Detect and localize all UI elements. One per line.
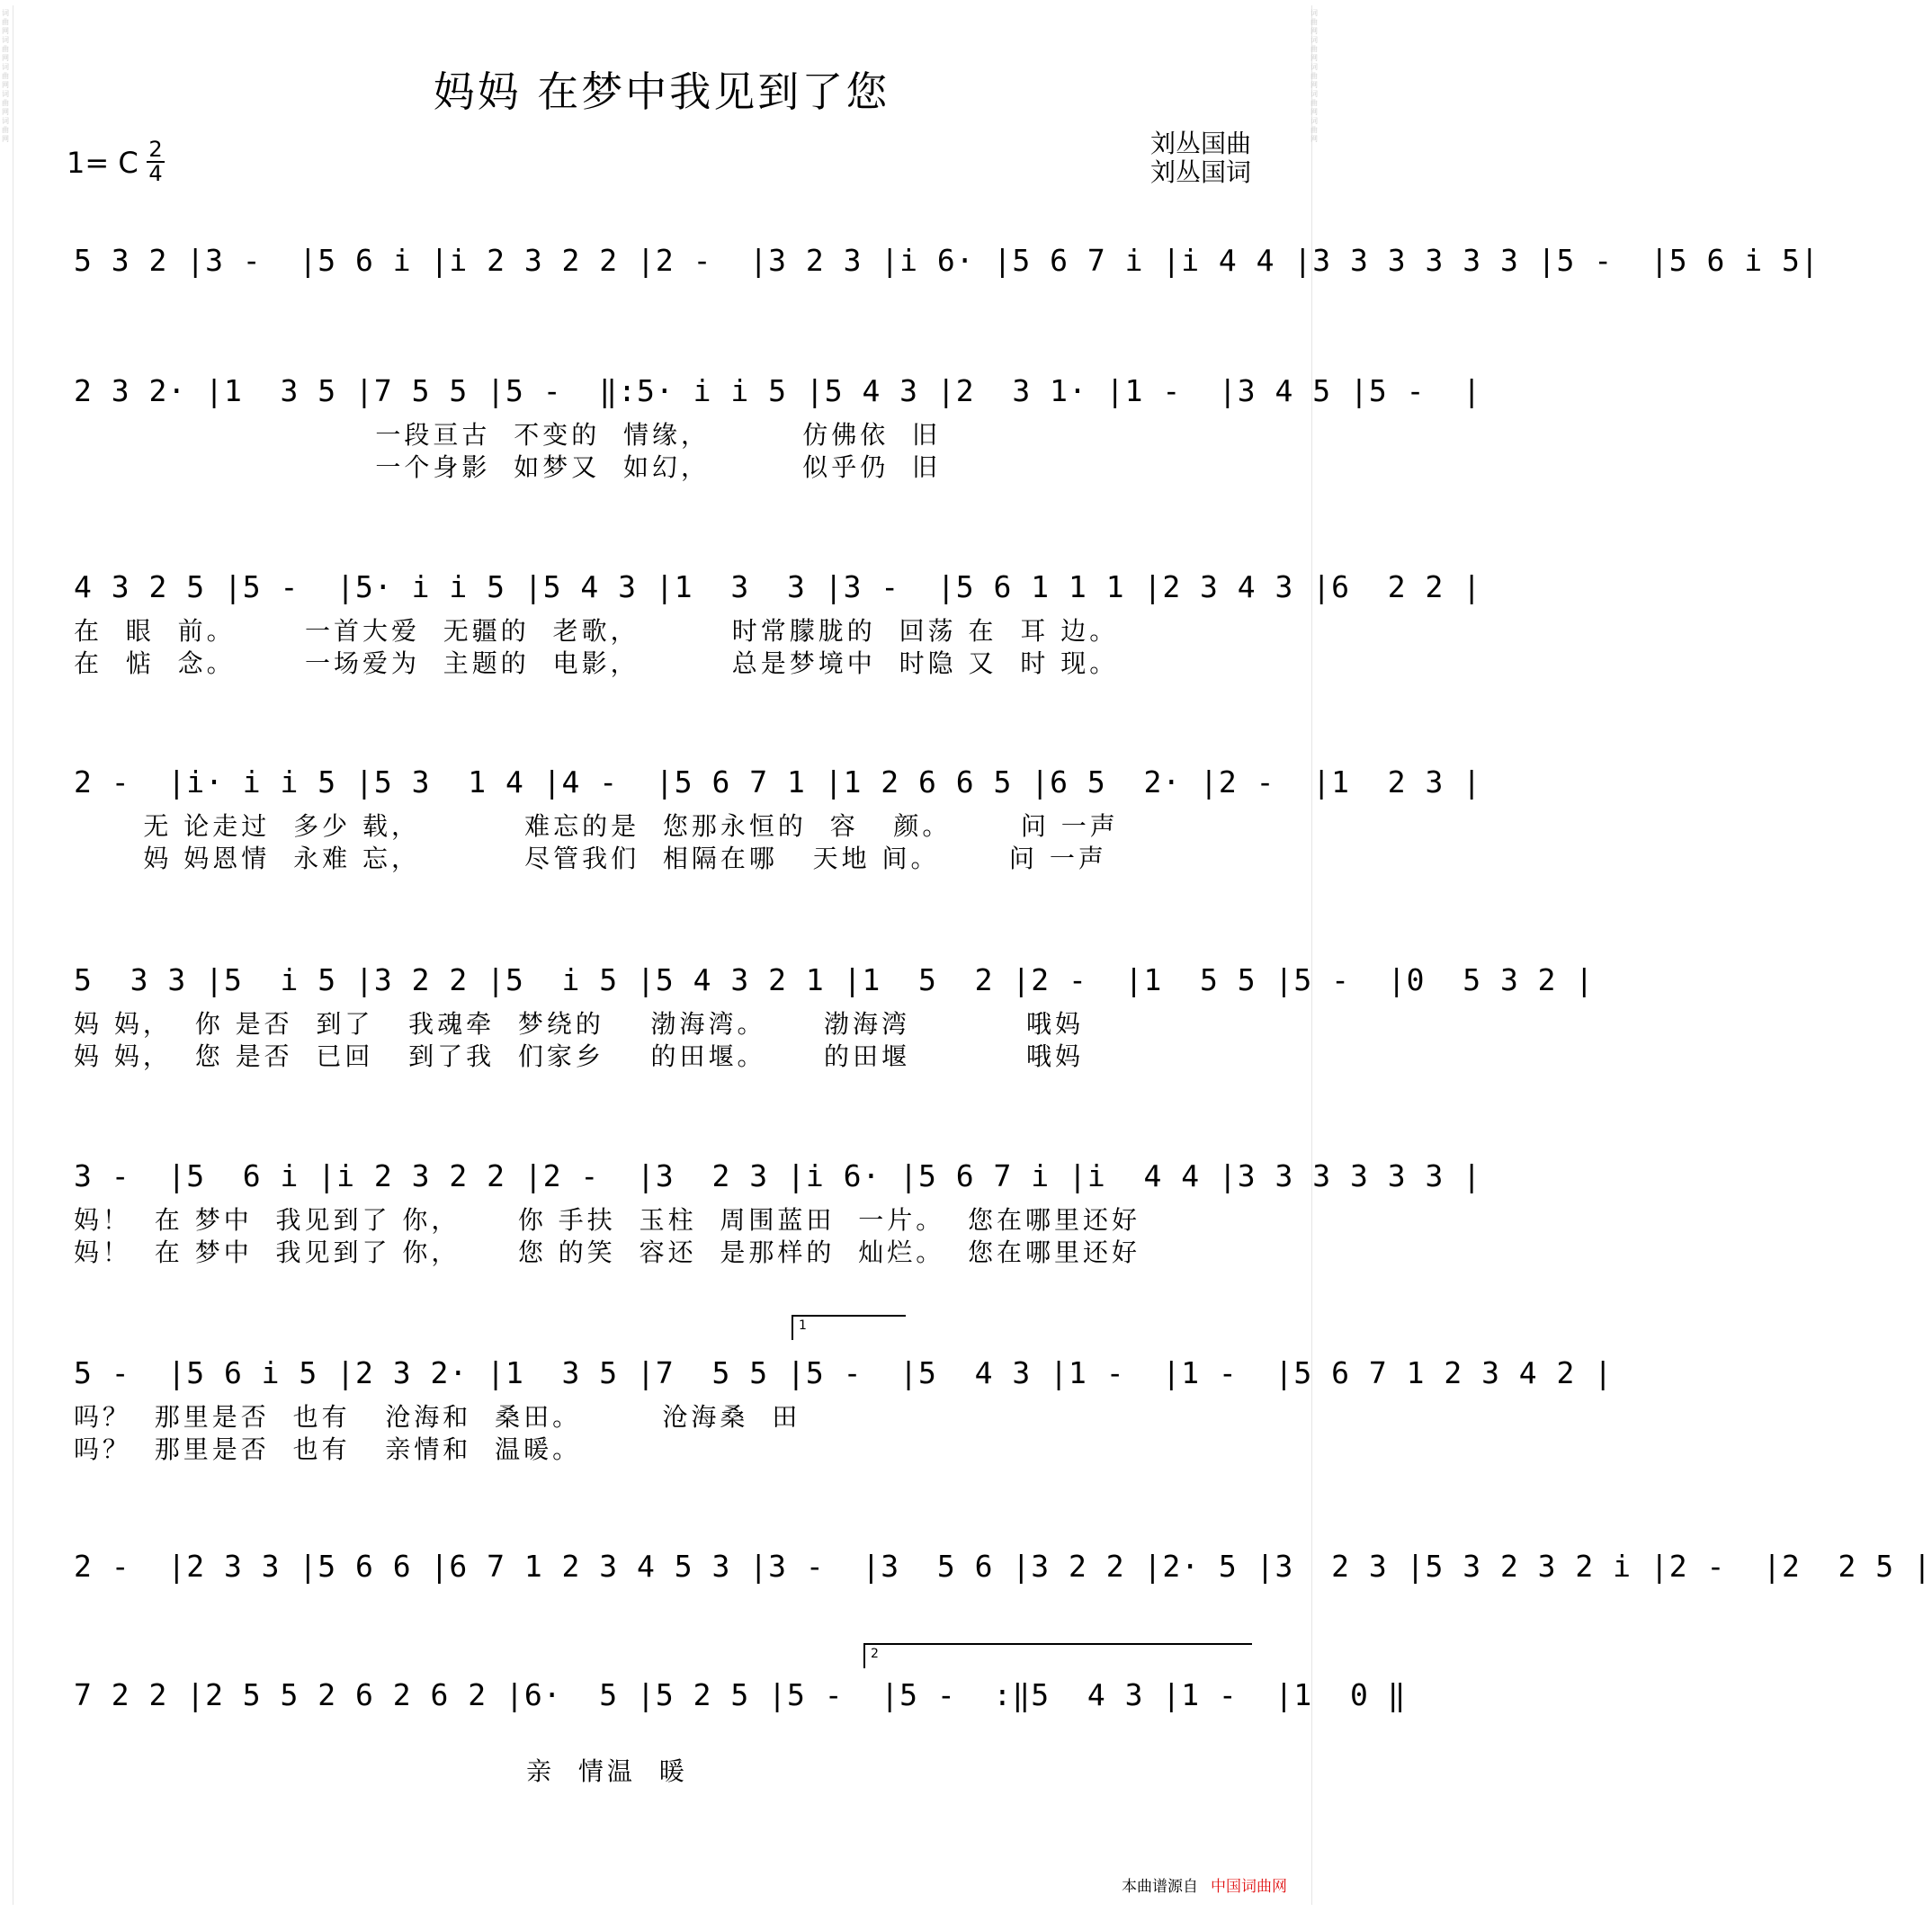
lyric-verse-1: 吗？ 那里是否 也有 沧海和 桑田。 沧海桑 田 [74, 1402, 801, 1432]
notation-line: 5 3 3 |5 i 5 |3 2 2 |5 i 5 |5 4 3 2 1 |1 5 2 |2 - |1 5 5 |5 - |0 5 3 2 | [74, 962, 1595, 997]
notation-line: 4 3 2 5 |5 - |5· i i 5 |5 4 3 |1 3 3 |3 - |5 6 1 1 1 |2 3 4 3 |6 2 2 | [74, 569, 1482, 604]
volta-number: 1 [799, 1318, 807, 1333]
song-title: 妈妈 在梦中我见到了您 [433, 67, 890, 116]
lyric-verse-2: 亲 情温 暖 [74, 1756, 688, 1786]
source-site-link[interactable]: 中国词曲网 [1211, 1878, 1287, 1896]
lyric-verse-1: 在 眼 前。 一首大爱 无疆的 老歌， 时常朦胧的 回荡 在 耳 边。 [74, 616, 1119, 646]
side-watermark-right: 词曲网词曲网词曲网词曲网词曲网 [1310, 9, 1318, 143]
side-watermark-left: 词曲网词曲网词曲网词曲网词曲网 [2, 9, 9, 143]
lyric-verse-1: 妈！ 在 梦中 我见到了 你， 你 手扶 玉柱 周围蓝田 一片。 您在哪里还好 [74, 1205, 1141, 1235]
notation-line: 5 3 2 |3 - |5 6 i |i 2 3 2 2 |2 - |3 2 3 |i 6· |5 6 7 i |i 4 4 |3 3 3 3 3 3 |5 - |5 6 i 5| [74, 243, 1820, 278]
lyric-verse-1: 无 论走过 多少 载， 难忘的是 您那永恒的 容 颜。 问 一声 [74, 811, 1119, 841]
notation-line: 2 - |2 3 3 |5 6 6 |6 7 1 2 3 4 5 3 |3 - |3 5 6 |3 2 2 |2· 5 |3 2 3 |5 3 2 3 2 i |2 - |2 2 5 | [74, 1549, 1932, 1584]
notation-line: 5 - |5 6 i 5 |2 3 2· |1 3 5 |7 5 5 |5 - |5 4 3 |1 - |1 - |5 6 7 1 2 3 4 2 | [74, 1355, 1614, 1390]
volta-bracket-2 [863, 1643, 1252, 1668]
volta-bracket-1 [792, 1315, 906, 1340]
lyric-verse-2: 一个身影 如梦又 如幻， 似乎仍 旧 [74, 452, 942, 482]
source-label: 本曲谱源自 [1122, 1878, 1198, 1896]
notation-line: 2 - |i· i i 5 |5 3 1 4 |4 - |5 6 7 1 |1 2 6 6 5 |6 5 2· |2 - |1 2 3 | [74, 764, 1482, 800]
time-signature-denominator: 4 [148, 161, 163, 186]
lyricist-credit: 刘丛国词 [1149, 157, 1251, 187]
lyric-verse-2: 妈 妈恩情 永难 忘， 尽管我们 相隔在哪 天地 间。 问 一声 [74, 844, 1107, 873]
notation-line: 2 3 2· |1 3 5 |7 5 5 |5 - ‖:5· i i 5 |5 4 3 |2 3 1· |1 - |3 4 5 |5 - | [74, 373, 1482, 408]
lyric-verse-2: 吗？ 那里是否 也有 亲情和 温暖。 [74, 1434, 582, 1464]
volta-number: 2 [871, 1647, 879, 1661]
lyric-verse-2: 妈！ 在 梦中 我见到了 你， 您 的笑 容还 是那样的 灿烂。 您在哪里还好 [74, 1237, 1141, 1267]
key-signature: 1= C [67, 146, 139, 180]
notation-line: 3 - |5 6 i |i 2 3 2 2 |2 - |3 2 3 |i 6· |5 6 7 i |i 4 4 |3 3 3 3 3 3 | [74, 1158, 1482, 1193]
time-signature-numerator: 2 [148, 137, 163, 162]
lyric-verse-1: 一段亘古 不变的 情缘， 仿佛依 旧 [74, 420, 942, 450]
notation-line: 7 2 2 |2 5 5 2 6 2 6 2 |6· 5 |5 2 5 |5 - |5 - :‖5 4 3 |1 - |1 0 ‖ [74, 1677, 1407, 1712]
lyric-verse-1: 妈 妈， 你 是否 到了 我魂牵 梦绕的 渤海湾。 渤海湾 哦妈 [74, 1009, 1085, 1039]
lyric-verse-2: 在 惦 念。 一场爱为 主题的 电影， 总是梦境中 时隐 又 时 现。 [74, 648, 1119, 678]
source-footer [1122, 1873, 1287, 1896]
composer-credit: 刘丛国曲 [1149, 129, 1251, 158]
lyric-verse-2: 妈 妈， 您 是否 已回 到了我 们家乡 的田堰。 的田堰 哦妈 [74, 1041, 1085, 1071]
time-signature [144, 138, 167, 185]
